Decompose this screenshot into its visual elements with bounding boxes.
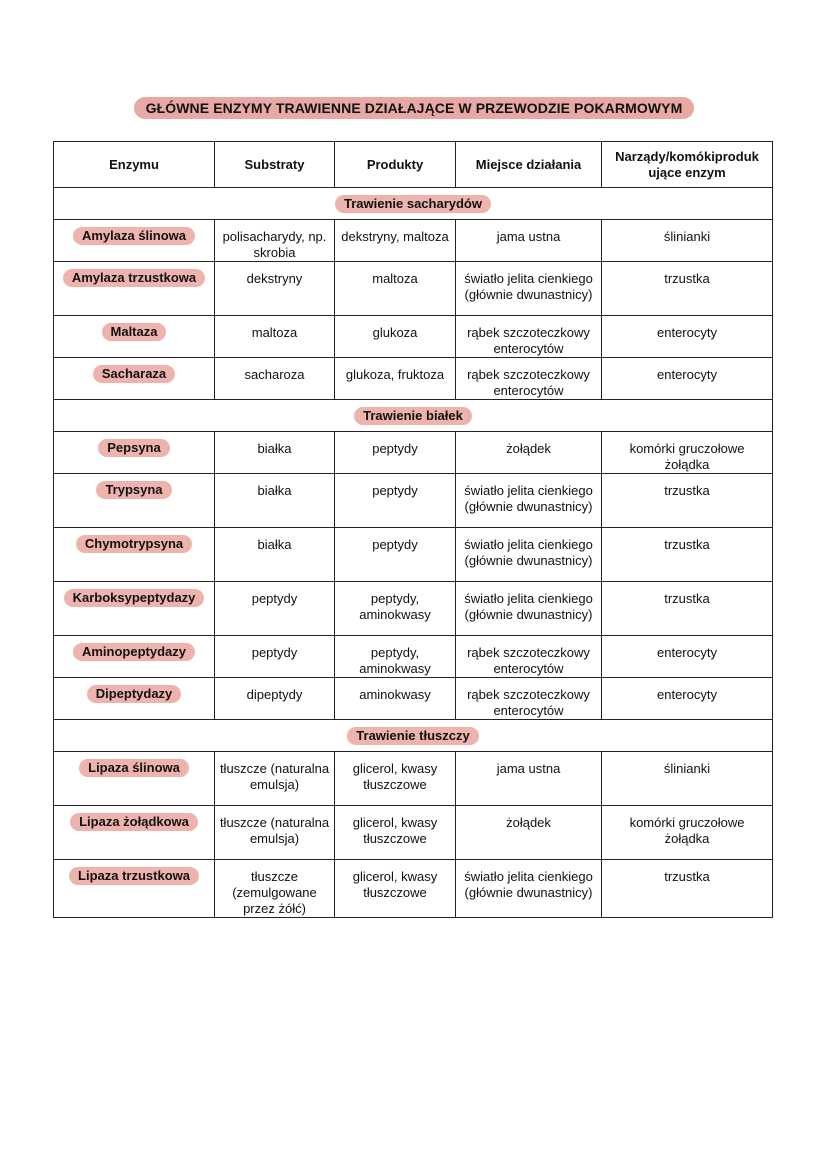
table-row: [54, 432, 773, 474]
enzyme-name: Trypsyna: [96, 481, 171, 499]
enzyme-cell: [54, 678, 215, 720]
table-row: [54, 474, 773, 528]
enzyme-name: Lipaza żołądkowa: [70, 813, 198, 831]
organ-cell: enterocyty: [602, 358, 773, 400]
products-cell: glicerol, kwasy tłuszczowe: [335, 752, 456, 806]
organ-cell: komórki gruczołowe żołądka: [602, 432, 773, 474]
section-row: [54, 720, 773, 752]
place-cell: rąbek szczoteczkowy enterocytów: [456, 358, 602, 400]
header-products: Produkty: [335, 142, 456, 188]
table-row: [54, 358, 773, 400]
page-title: GŁÓWNE ENZYMY TRAWIENNE DZIAŁAJĄCE W PRZEWODZIE POKARMOWYM: [134, 97, 695, 119]
organ-cell: enterocyty: [602, 316, 773, 358]
products-cell: glukoza: [335, 316, 456, 358]
products-cell: peptydy: [335, 432, 456, 474]
organ-cell: trzustka: [602, 582, 773, 636]
products-cell: aminokwasy: [335, 678, 456, 720]
place-cell: światło jelita cienkiego (głównie dwunastnicy): [456, 860, 602, 918]
table-row: [54, 262, 773, 316]
place-cell: jama ustna: [456, 220, 602, 262]
enzyme-cell: [54, 636, 215, 678]
substrates-cell: maltoza: [215, 316, 335, 358]
place-cell: rąbek szczoteczkowy enterocytów: [456, 636, 602, 678]
place-cell: światło jelita cienkiego (głównie dwunastnicy): [456, 528, 602, 582]
enzyme-name: Amylaza ślinowa: [73, 227, 195, 245]
substrates-cell: tłuszcze (naturalna emulsja): [215, 806, 335, 860]
enzyme-name: Karboksypeptydazy: [64, 589, 205, 607]
section-cell: [54, 400, 773, 432]
enzyme-name: Dipeptydazy: [87, 685, 182, 703]
enzyme-name: Amylaza trzustkowa: [63, 269, 205, 287]
place-cell: żołądek: [456, 432, 602, 474]
substrates-cell: tłuszcze (naturalna emulsja): [215, 752, 335, 806]
table-row: [54, 316, 773, 358]
organ-cell: trzustka: [602, 860, 773, 918]
substrates-cell: dipeptydy: [215, 678, 335, 720]
enzyme-name: Aminopeptydazy: [73, 643, 195, 661]
place-cell: światło jelita cienkiego (głównie dwunastnicy): [456, 262, 602, 316]
place-cell: rąbek szczoteczkowy enterocytów: [456, 316, 602, 358]
products-cell: maltoza: [335, 262, 456, 316]
header-substrates: Substraty: [215, 142, 335, 188]
organ-cell: enterocyty: [602, 636, 773, 678]
enzyme-cell: [54, 752, 215, 806]
enzyme-cell: [54, 432, 215, 474]
header-row: [54, 142, 773, 188]
organ-cell: trzustka: [602, 528, 773, 582]
table-row: [54, 806, 773, 860]
enzymes-table: [53, 141, 773, 918]
enzyme-name: Lipaza trzustkowa: [69, 867, 199, 885]
products-cell: peptydy: [335, 528, 456, 582]
organ-cell: komórki gruczołowe żołądka: [602, 806, 773, 860]
place-cell: światło jelita cienkiego (głównie dwunastnicy): [456, 474, 602, 528]
table-row: [54, 678, 773, 720]
section-title: Trawienie tłuszczy: [347, 727, 478, 745]
table-row: [54, 220, 773, 262]
enzyme-cell: [54, 806, 215, 860]
header-organ: Narządy/komókiproduk ujące enzym: [602, 142, 773, 188]
place-cell: rąbek szczoteczkowy enterocytów: [456, 678, 602, 720]
section-title: Trawienie białek: [354, 407, 472, 425]
enzyme-name: Lipaza ślinowa: [79, 759, 189, 777]
products-cell: glukoza, fruktoza: [335, 358, 456, 400]
organ-cell: trzustka: [602, 474, 773, 528]
table-body: [54, 188, 773, 918]
products-cell: peptydy, aminokwasy: [335, 636, 456, 678]
place-cell: światło jelita cienkiego (głównie dwunastnicy): [456, 582, 602, 636]
header-place: Miejsce działania: [456, 142, 602, 188]
enzyme-name: Chymotrypsyna: [76, 535, 192, 553]
substrates-cell: białka: [215, 432, 335, 474]
place-cell: jama ustna: [456, 752, 602, 806]
enzyme-cell: [54, 262, 215, 316]
products-cell: glicerol, kwasy tłuszczowe: [335, 860, 456, 918]
section-title: Trawienie sacharydów: [335, 195, 491, 213]
enzyme-name: Pepsyna: [98, 439, 169, 457]
products-cell: glicerol, kwasy tłuszczowe: [335, 806, 456, 860]
section-row: [54, 188, 773, 220]
table-row: [54, 636, 773, 678]
substrates-cell: dekstryny: [215, 262, 335, 316]
organ-cell: ślinianki: [602, 220, 773, 262]
section-cell: [54, 720, 773, 752]
substrates-cell: peptydy: [215, 636, 335, 678]
substrates-cell: białka: [215, 474, 335, 528]
table-row: [54, 528, 773, 582]
enzyme-cell: [54, 220, 215, 262]
products-cell: dekstryny, maltoza: [335, 220, 456, 262]
enzyme-cell: [54, 316, 215, 358]
substrates-cell: tłuszcze (zemulgowane przez żółć): [215, 860, 335, 918]
organ-cell: trzustka: [602, 262, 773, 316]
substrates-cell: sacharoza: [215, 358, 335, 400]
organ-cell: enterocyty: [602, 678, 773, 720]
title-wrapper: [0, 97, 828, 119]
products-cell: peptydy, aminokwasy: [335, 582, 456, 636]
enzyme-cell: [54, 358, 215, 400]
section-cell: [54, 188, 773, 220]
table-row: [54, 860, 773, 918]
products-cell: peptydy: [335, 474, 456, 528]
enzyme-cell: [54, 474, 215, 528]
place-cell: żołądek: [456, 806, 602, 860]
enzyme-name: Maltaza: [102, 323, 167, 341]
enzyme-name: Sacharaza: [93, 365, 175, 383]
table-row: [54, 582, 773, 636]
section-row: [54, 400, 773, 432]
enzyme-cell: [54, 528, 215, 582]
enzyme-cell: [54, 582, 215, 636]
substrates-cell: peptydy: [215, 582, 335, 636]
substrates-cell: białka: [215, 528, 335, 582]
substrates-cell: polisacharydy, np. skrobia: [215, 220, 335, 262]
enzyme-cell: [54, 860, 215, 918]
table-row: [54, 752, 773, 806]
organ-cell: ślinianki: [602, 752, 773, 806]
header-enzyme: Enzymu: [54, 142, 215, 188]
